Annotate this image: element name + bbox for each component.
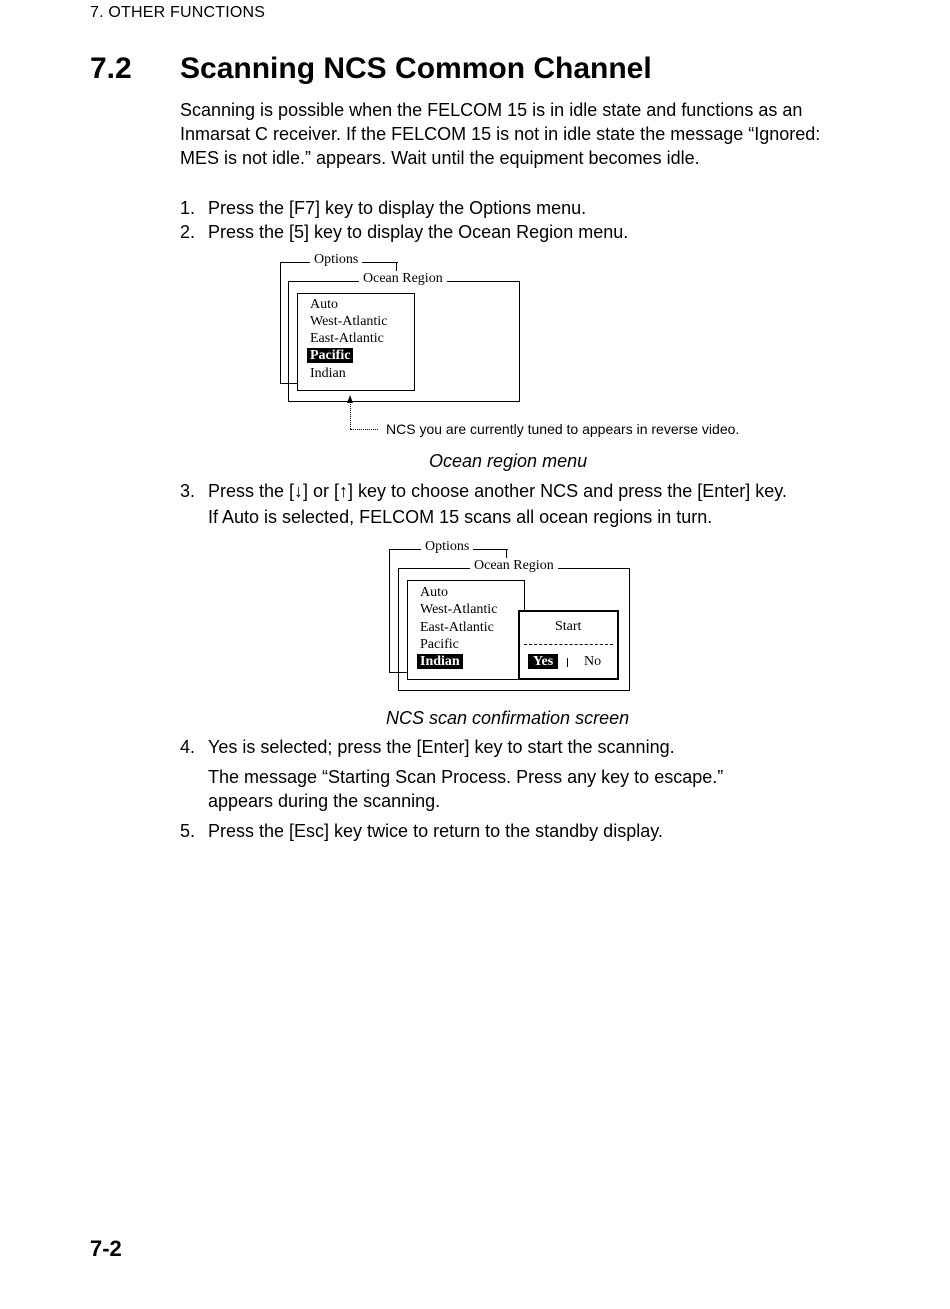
step-text: Press the [F7] key to display the Options menu. xyxy=(208,198,587,218)
ocean-region-menu-figure xyxy=(270,250,750,445)
region-item-auto[interactable]: Auto xyxy=(310,297,338,312)
dialog-divider xyxy=(524,644,613,645)
ocean-region-label: Ocean Region xyxy=(359,271,447,287)
section-number: 7.2 xyxy=(90,52,132,85)
step4-note: The message “Starting Scan Process. Press any key to escape.” appears during the scanning. xyxy=(208,767,724,811)
step-1 xyxy=(180,196,880,220)
page-number: 7-2 xyxy=(90,1236,122,1261)
step-number: 5. xyxy=(180,821,196,841)
start-dialog-title: Start xyxy=(555,619,582,634)
options-label: Options xyxy=(310,252,362,268)
callout-line-horizontal xyxy=(350,429,378,430)
region-item-pacific[interactable] xyxy=(307,347,353,364)
region-item-indian[interactable]: Indian xyxy=(310,366,346,381)
region-item-auto[interactable]: Auto xyxy=(420,585,448,600)
region-item-east-atlantic[interactable]: East-Atlantic xyxy=(310,331,384,346)
callout-note: NCS you are currently tuned to appears in reverse video. xyxy=(386,421,740,437)
region-item-east-atlantic[interactable]: East-Atlantic xyxy=(420,620,494,635)
ocean-region-label: Ocean Region xyxy=(470,558,558,574)
step-2 xyxy=(180,220,880,244)
region-item-pacific[interactable]: Pacific xyxy=(420,637,459,652)
figure1-caption: Ocean region menu xyxy=(429,451,588,471)
options-label: Options xyxy=(421,539,473,555)
running-header: 7. OTHER FUNCTIONS xyxy=(90,4,266,21)
option-separator xyxy=(567,658,568,667)
scan-confirmation-figure xyxy=(380,538,640,698)
selected-region-highlight: Pacific xyxy=(307,348,353,363)
section-title: Scanning NCS Common Channel xyxy=(180,52,652,85)
region-item-indian[interactable] xyxy=(417,653,463,670)
callout-line-vertical xyxy=(350,402,351,429)
step-3 xyxy=(180,479,900,503)
intro-paragraph: Scanning is possible when the FELCOM 15 is in idle state and functions as an Inmarsat C receiver. If the FELCOM 15 is not in idle state the message “Ignored: MES is not idle.” appears. Wait until the equipment becomes idle. xyxy=(180,100,821,168)
selected-region-highlight: Indian xyxy=(417,654,463,669)
step-number: 2. xyxy=(180,222,196,242)
step-number: 1. xyxy=(180,198,196,218)
yes-highlight: Yes xyxy=(528,654,558,669)
step-text: Press the [↓] or [↑] key to choose another NCS and press the [Enter] key. xyxy=(208,481,787,501)
region-item-west-atlantic[interactable]: West-Atlantic xyxy=(310,314,388,329)
no-option[interactable]: No xyxy=(584,654,602,669)
yes-option[interactable] xyxy=(528,653,558,670)
step-number: 4. xyxy=(180,737,196,757)
step-5 xyxy=(180,819,880,843)
figure2-caption: NCS scan confirmation screen xyxy=(386,708,630,728)
region-item-west-atlantic[interactable]: West-Atlantic xyxy=(420,602,498,617)
step3-note: If Auto is selected, FELCOM 15 scans all ocean regions in turn. xyxy=(208,507,713,527)
step-text: Press the [Esc] key twice to return to the standby display. xyxy=(208,821,663,841)
step-text: Press the [5] key to display the Ocean Region menu. xyxy=(208,222,629,242)
step-4 xyxy=(180,735,880,759)
step-number: 3. xyxy=(180,481,196,501)
step-text: Yes is selected; press the [Enter] key to start the scanning. xyxy=(208,737,675,757)
